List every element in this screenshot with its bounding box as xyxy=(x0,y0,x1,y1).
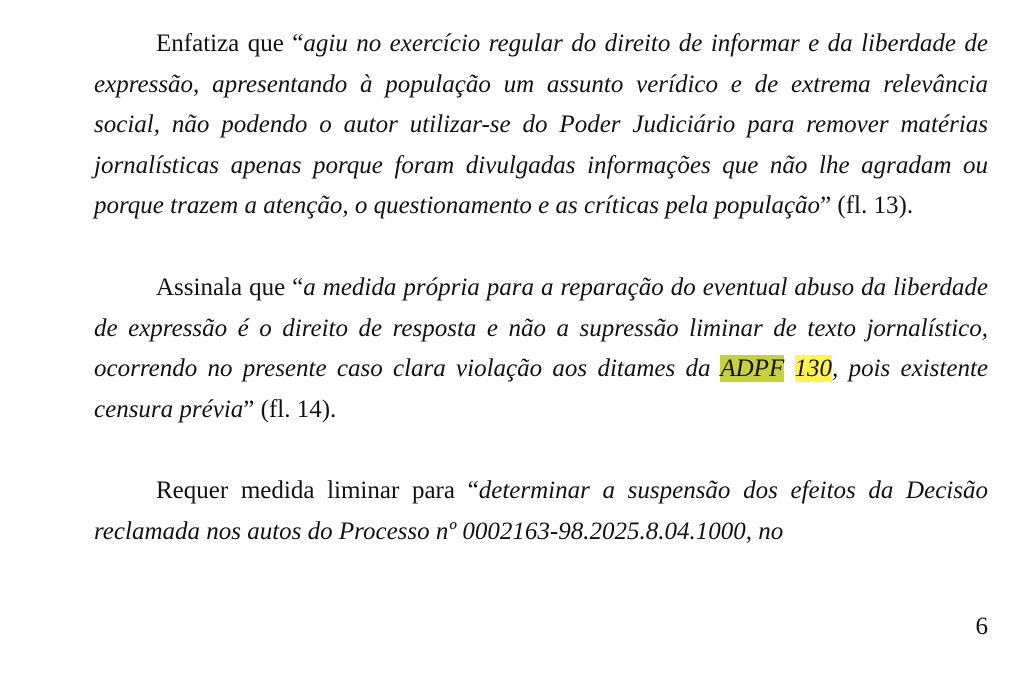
page-number: 6 xyxy=(975,613,988,640)
paragraph-assinala xyxy=(94,268,988,430)
paragraph-lead: Requer medida liminar para “ xyxy=(156,477,479,505)
highlight-adpf: ADPF xyxy=(720,355,785,383)
paragraph-enfatiza xyxy=(94,24,988,227)
citation: ” (fl. 13). xyxy=(820,192,914,220)
paragraph-lead: Enfatiza que “ xyxy=(156,30,304,57)
paragraph-requer xyxy=(94,471,988,552)
quoted-text: determinar a suspensão dos efeitos da Decisão reclamada nos autos do Processo nº 0002163-98.2025.8.04.1000, no xyxy=(94,477,988,545)
quoted-text: agiu no exercício regular do direito de informar e da liberdade de expressão, apresentando à população um assunto verídico e de extrema relevância social, não podendo o autor utilizar-se do Poder Judiciário para remover matérias jornalísticas apenas porque foram divulgadas informações que não lhe agradam ou porque trazem a atenção, o questionamento e as críticas pela população xyxy=(94,30,988,220)
highlight-130: 130 xyxy=(794,355,833,383)
quoted-text: a medida própria para a reparação do eventual abuso da liberdade de expressão é o direito de resposta e não a supressão liminar de texto jornalístico, ocorrendo no presente caso clara violação aos ditames da xyxy=(94,273,988,383)
quoted-text-end: , pois existente censura prévia xyxy=(94,355,988,423)
citation: ” (fl. 14). xyxy=(243,395,337,423)
paragraph-lead: Assinala que “ xyxy=(156,273,304,301)
document-body xyxy=(94,24,988,553)
